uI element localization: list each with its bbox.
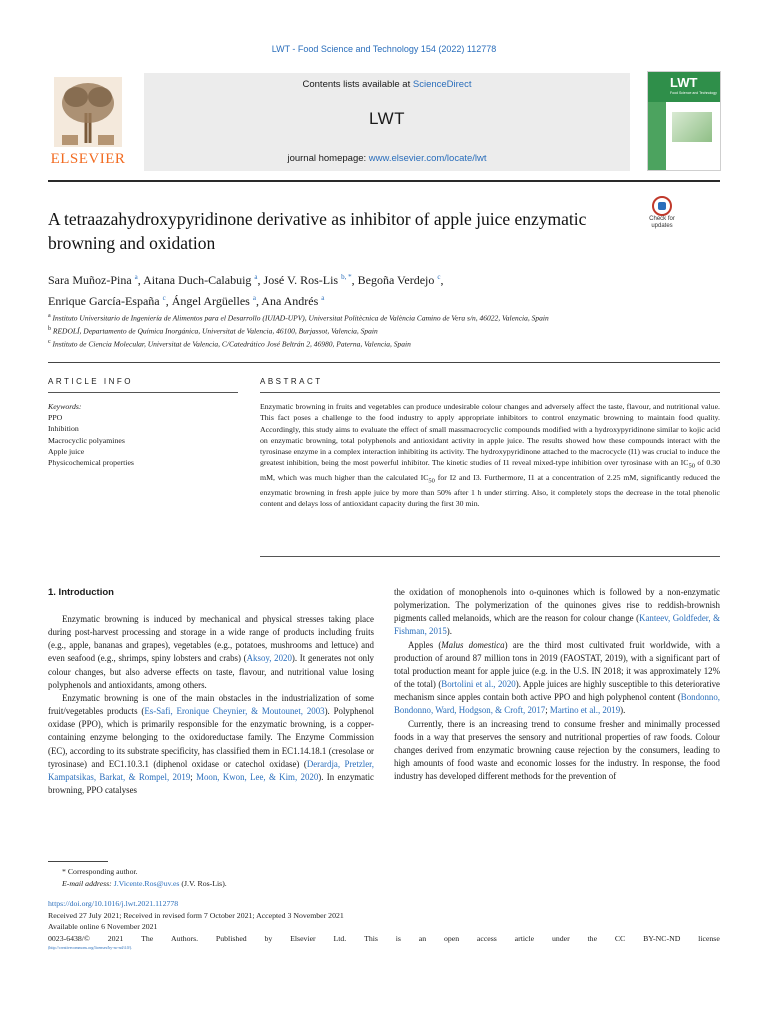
paragraph: Currently, there is an increasing trend to consume fresher and minimally processed foods in a way that preserves the sensory and nutritional properties of raw foods. Colour changes derived from enzymatic browning cause rejection by the consumers, leading to high amounts of food waste and economic losses for the industry. In response, the food industry has developed different methods for the prevention of <box>394 718 720 782</box>
received-dates: Received 27 July 2021; Received in revised form 7 October 2021; Accepted 3 November 2021 <box>48 910 344 920</box>
footnote-rule <box>48 861 108 862</box>
author-name: Ángel Argüelles <box>171 294 250 308</box>
license-word: 0023-6438/© <box>48 933 90 943</box>
license-word: BY-NC-ND <box>643 933 681 943</box>
check-for-updates-button[interactable] <box>644 196 680 232</box>
abstract-rule <box>260 392 720 393</box>
contents-line <box>144 79 630 90</box>
affiliation-text: REDOLÍ, Departamento de Química Inorgánica, Universitat de Valencia, 46100, Burjassot, Valencia, Spain <box>52 326 378 336</box>
affiliation-text: Instituto Universitario de Ingeniería de Alimentos para el Desarrollo (IUIAD-UPV), Universitat Politècnica de València Camino de Vera s/n, 46022, Valencia, Spain <box>52 313 549 323</box>
affiliation-letter: c <box>48 339 51 345</box>
homepage-line <box>144 153 630 164</box>
abstract-subscript: 50 <box>428 477 435 485</box>
publication-info <box>48 898 720 952</box>
cover-image <box>672 112 712 142</box>
publisher-name: ELSEVIER <box>50 151 126 167</box>
doi-link[interactable]: https://doi.org/10.1016/j.lwt.2021.112778 <box>48 899 179 908</box>
abstract-end-rule <box>260 556 720 557</box>
contents-prefix: Contents lists available at <box>302 79 413 90</box>
author-affiliation[interactable]: a <box>252 294 256 302</box>
article-info-rule <box>48 392 238 393</box>
author-separator: , <box>351 273 358 287</box>
text-run: ). Apple juices are highly susceptible to this deteriorative mechanism since apples contain both active PPO and high polyphenol content ( <box>394 679 720 703</box>
text-run: ). It generates not only colour changes, but also adverse effects on taste, flavour, and nutritional value losing polyphenols and antioxidants, among others. <box>48 653 374 690</box>
author-affiliation[interactable]: a <box>134 273 138 281</box>
license-word: under <box>551 933 570 943</box>
footnotes <box>48 866 720 890</box>
citation-link[interactable]: Kanteev, Goldfeder, & Fishman, 2015 <box>394 613 720 637</box>
license-word: Published <box>215 933 247 943</box>
abstract-text <box>260 401 720 510</box>
paragraph <box>394 639 720 718</box>
email-link[interactable]: J.Vicente.Ros@uv.es <box>113 879 180 888</box>
citation-link[interactable]: Bondonno, Bondonno, Ward, Hodgson, & Croft, 2017 <box>394 692 720 716</box>
affiliation-letter: b <box>48 326 51 332</box>
author-affiliation[interactable]: c <box>437 273 441 281</box>
license-word: 2021 <box>107 933 124 943</box>
citation-link[interactable]: Aksoy, 2020 <box>246 653 292 664</box>
license-word: the <box>587 933 598 943</box>
author-name: Aitana Duch-Calabuig <box>143 273 252 287</box>
online-date: Available online 6 November 2021 <box>48 922 158 931</box>
license-word: an <box>418 933 427 943</box>
text-run: Apples ( <box>408 639 442 650</box>
license-word: is <box>395 933 401 943</box>
keyword: Inhibition <box>48 424 79 434</box>
author-affiliation[interactable]: b, * <box>341 273 352 281</box>
check-updates-label: Check for updates <box>649 216 675 229</box>
text-run: ; <box>545 705 550 716</box>
author[interactable] <box>261 294 324 308</box>
license-word: This <box>364 933 378 943</box>
check-updates-icon <box>652 196 672 216</box>
keyword: Macrocyclic polyamines <box>48 435 125 445</box>
author[interactable] <box>48 273 143 287</box>
corresponding-text: Corresponding author. <box>67 867 138 876</box>
keyword: Physicochemical properties <box>48 458 134 468</box>
text-run: Enzymatic browning is one of the main obstacles in the industrialization of some fruit/vegetables products ( <box>48 692 374 717</box>
author[interactable] <box>172 294 262 308</box>
keyword: Apple juice <box>48 446 85 456</box>
email-note <box>48 878 720 890</box>
affiliations <box>48 311 688 350</box>
author-separator: , <box>440 273 444 287</box>
author-separator: , <box>137 273 144 287</box>
author-affiliation[interactable]: a <box>321 294 325 302</box>
citation-link[interactable]: Derardja, Pretzler, Kampatsikas, Barkat, & Rompel, 2019 <box>48 758 375 782</box>
license-word: access <box>476 933 497 943</box>
introduction-heading: 1. Introduction <box>48 587 114 598</box>
homepage-prefix: journal homepage: <box>287 153 369 164</box>
cover-side-band <box>648 102 666 170</box>
text-run: ). <box>446 626 452 637</box>
journal-name: LWT <box>368 109 406 128</box>
license-word: by <box>264 933 273 943</box>
affiliation-item <box>48 324 688 337</box>
author[interactable] <box>264 273 358 287</box>
license-word: CC <box>614 933 626 943</box>
license-word: open <box>443 933 460 943</box>
author-name: José V. Ros-Lis <box>263 273 339 287</box>
license-word: The <box>141 933 154 943</box>
text-run: ) are the third most cultivated fruit worldwide, with a production of around 87 million tons in 2019 (FAOSTAT, 2019), with a significant part of total production meant for apple juice (e.g. in the U.S. IN 2018; it was approximately 12% of the total) ( <box>394 639 720 690</box>
text-run: Enzymatic browning is induced by mechanical and physical stresses taking place during post-harvest processing and storage in a wide range of products including fruits (e.g., apple, bananas and grapes), vegetables (e.g., potatoes, mushrooms and lettuce) and even seafood (e.g., shrimps, spiny lobsters and crabs) ( <box>48 614 374 664</box>
author-separator: , <box>257 273 264 287</box>
author-affiliation[interactable]: a <box>254 273 258 281</box>
corresponding-note: * Corresponding author. <box>62 867 138 876</box>
citation-link[interactable]: Martino et al., 2019 <box>549 705 621 716</box>
running-head[interactable]: LWT - Food Science and Technology 154 (2022) 112778 <box>271 44 497 54</box>
author-name: Ana Andrés <box>261 294 319 308</box>
section-rule <box>48 362 720 363</box>
paragraph <box>394 586 720 639</box>
author-name: Enrique García-España <box>48 294 160 308</box>
author[interactable] <box>358 273 444 287</box>
body-column-right <box>394 586 720 783</box>
license-word: Ltd. <box>333 933 347 943</box>
author[interactable] <box>143 273 263 287</box>
text-run: ). Polyphenol oxidase (PPO), which is primarily responsible for the enzymatic browning, is a copper-containing enzyme belonging to the oxidoreductase family. The Enzyme Commission (EC), according to its substrate specificity, has classified them in EC1.14.18.1 (cresolase or tyrosinase) and EC1.10.3.1 (diphenol oxidase or catechol oxidase) ( <box>48 706 375 769</box>
cover-subtitle: Food Science and Technology <box>670 91 717 95</box>
cover-title: LWT <box>670 75 698 90</box>
text-run: ). <box>620 705 626 716</box>
paragraph <box>48 692 374 797</box>
keywords-heading: Keywords: <box>48 402 82 411</box>
text-run: ; <box>190 771 197 782</box>
text-run: ). In enzymatic browning, PPO catalyses <box>48 771 374 796</box>
species-name: Malus domestica <box>441 639 505 650</box>
abstract-part: of 0.30 mM, which was much higher than the calculated IC <box>260 458 720 483</box>
sciencedirect-link[interactable]: ScienceDirect <box>412 79 472 90</box>
author-separator: , <box>165 294 172 308</box>
license-url-link[interactable]: (http://creativecommons.org/licenses/by-nc-nd/4.0/). <box>48 945 133 950</box>
author[interactable] <box>48 294 172 308</box>
abstract-part: for I2 and I3. Furthermore, I1 at a concentration of 2.25 mM, significantly reduced the enzymatic browning in fresh apple juice by more than 50% after 1 h under stirring. Also, it completely stops the decrease in the total phenolic content and delays loss of antioxidant capacity during the first 30 min. <box>260 473 720 509</box>
article-title: A tetraazahydroxypyridinone derivative as inhibitor of apple juice enzymatic browning and oxidation <box>48 209 587 253</box>
paragraph <box>48 613 374 692</box>
license-word: Authors. <box>171 933 199 943</box>
keyword: PPO <box>48 413 63 423</box>
license-word: Elsevier <box>290 933 316 943</box>
author-list <box>48 268 688 310</box>
affiliation-letter: a <box>48 313 51 319</box>
masthead-rule <box>48 180 720 182</box>
citation-link[interactable]: Moon, Kwon, Lee, & Kim, 2020 <box>196 771 319 782</box>
license-line <box>48 933 720 945</box>
abstract-subscript: 50 <box>688 463 695 471</box>
affiliation-text: Instituto de Ciencia Molecular, Universitat de Valencia, C/Catedrático José Beltrán 2, 46980, Paterna, Valencia, Spain <box>52 339 411 349</box>
journal-cover <box>647 71 721 171</box>
body-column-left <box>48 613 374 797</box>
author-separator: , <box>255 294 262 308</box>
affiliation-item <box>48 311 688 324</box>
citation-link[interactable]: Es-Safi, Eronique Cheynier, & Moutounet, 2003 <box>144 706 325 717</box>
text-run: the oxidation of monophenols into o-quinones which is followed by a non-enzymatic polymerization. The polymerization of the quinones gives rise to reddish-brownish pigments called melanoids, which are the reason for colour change ( <box>394 587 720 624</box>
license-word: license <box>698 933 720 943</box>
author-name: Begoña Verdejo <box>357 273 435 287</box>
citation-link[interactable]: Bortolini et al., 2020 <box>441 679 516 690</box>
author-name: Sara Muñoz-Pina <box>48 273 132 287</box>
masthead <box>48 73 720 178</box>
abstract-part: Enzymatic browning in fruits and vegetables can produce undesirable colour changes and adversely affect the taste, flavour, and nutritional value. This fact poses a challenge to the food industry to apply appropriate inhibitors to control enzymatic browning to maintain food quality. Accordingly, this study aims to evaluate the effect of small massmacrocyclic compounds modified with a hydroxypyridinone similar to kojic acid on enzymatic browning, total polyphenols and antioxidant activity in apple juice. The results showed how these compounds interact with the tyrosinase enzyme in a complex interaction inhibiting its activity. The hydroxypyridinone attached to the macrocycle (I1) was crucial to induce the greatest inhibition, being the most powerful inhibitor. The kinetic studies of I1 reveal mixed-type inhibition over tyrosinase with an IC <box>260 402 720 468</box>
journal-homepage-link[interactable]: www.elsevier.com/locate/lwt <box>368 153 487 164</box>
author-affiliation[interactable]: c <box>162 294 166 302</box>
article-info-label: ARTICLE INFO <box>48 377 133 386</box>
affiliation-item <box>48 337 688 350</box>
email-label: E-mail address: <box>62 879 114 888</box>
abstract-label: ABSTRACT <box>260 377 323 386</box>
email-suffix: (J.V. Ros-Lis). <box>179 879 227 888</box>
keywords-list <box>48 401 238 468</box>
journal-banner <box>144 73 630 171</box>
license-word: article <box>514 933 535 943</box>
